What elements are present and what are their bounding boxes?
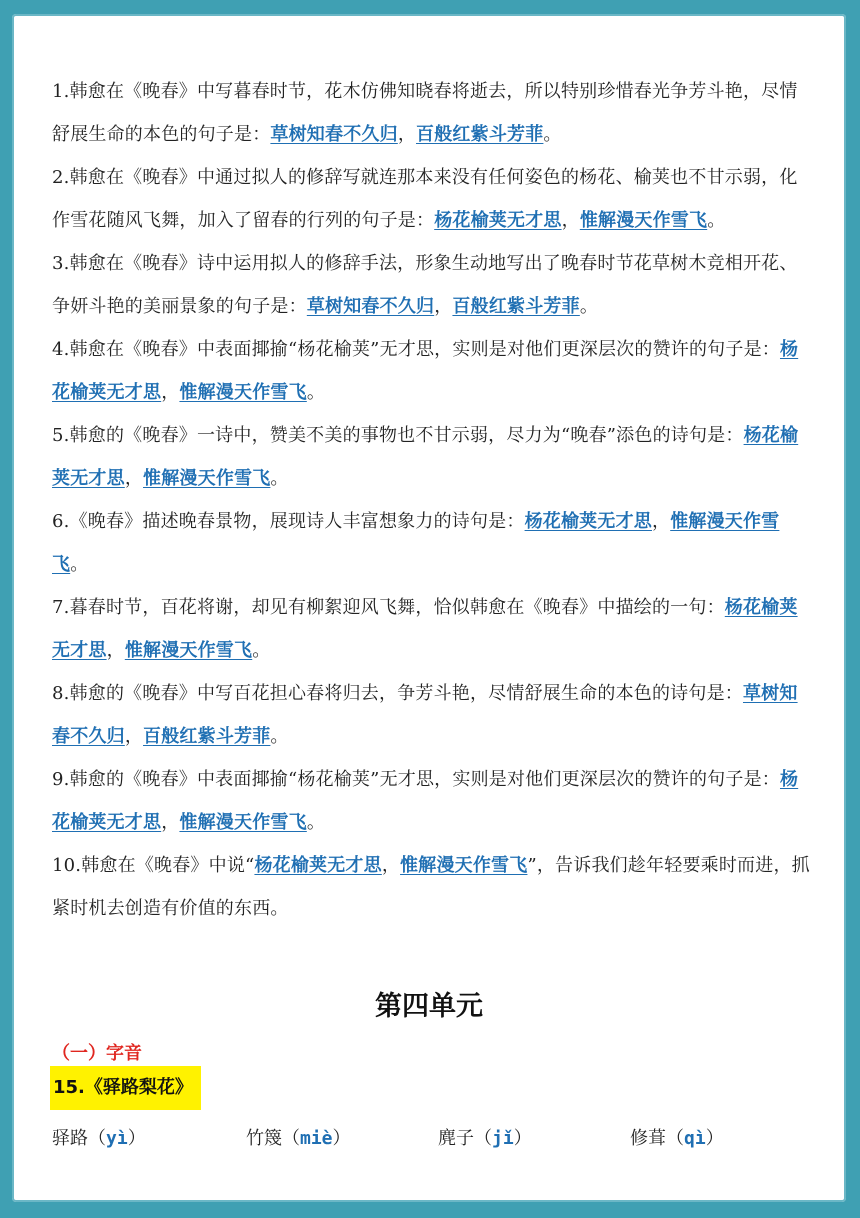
vocab-pinyin: miè	[300, 1128, 333, 1149]
question-text: 8.韩愈的《晚春》中写百花担心春将归去，争芳斗艳，尽情舒展生命的本色的诗句是：	[52, 683, 743, 704]
question-3	[52, 242, 812, 328]
answer-line-2: 惟解漫天作雪飞	[400, 855, 528, 876]
question-2	[52, 156, 812, 242]
answer-line-1: 杨花榆荚无才思	[52, 769, 799, 833]
paren-close: ）	[127, 1128, 146, 1149]
answer-line-1: 杨花榆荚无才思	[52, 425, 799, 489]
answer-line-1: 草树知春不久归	[270, 124, 398, 145]
question-text: 2.韩愈在《晚春》中通过拟人的修辞写就连那本来没有任何姿色的杨花、榆荚也不甘示弱，化作雪花随风飞舞，加入了留春的行列的句子是：	[52, 167, 798, 231]
vocab-word: 竹篾	[246, 1128, 282, 1149]
answer-line-1: 杨花榆荚无才思	[434, 210, 562, 231]
vocab-pinyin: jǐ	[492, 1128, 514, 1149]
question-suffix: 。	[270, 468, 289, 489]
vocab-word: 麂子	[438, 1128, 474, 1149]
answer-line-2: 惟解漫天作雪飞	[179, 382, 307, 403]
answer-line-1: 草树知春不久归	[306, 296, 435, 317]
vocab-item	[630, 1124, 724, 1150]
lesson-title: 15.《驿路梨花》	[50, 1066, 201, 1110]
question-text: 5.韩愈的《晚春》一诗中，赞美不美的事物也不甘示弱，尽力为“晚春”添色的诗句是：	[52, 425, 744, 446]
question-5	[52, 414, 812, 500]
answer-separator: ，	[434, 296, 453, 317]
vocab-item	[438, 1124, 532, 1150]
document-page	[12, 14, 846, 1202]
question-suffix: 。	[707, 210, 726, 231]
question-7	[52, 586, 812, 672]
answer-separator: ，	[124, 726, 144, 747]
answer-separator: ，	[161, 812, 180, 833]
question-10	[52, 844, 812, 930]
paren-open: （	[474, 1128, 492, 1149]
question-suffix: 。	[252, 640, 271, 661]
paren-close: ）	[513, 1128, 532, 1149]
vocab-item	[52, 1124, 146, 1150]
vocab-item	[246, 1124, 351, 1150]
question-suffix: ”，告诉我们趁年轻要乘时而进，抓紧时机去创造有价值的东西。	[52, 855, 810, 919]
question-9	[52, 758, 812, 844]
question-text: 7.暮春时节，百花将谢，却见有柳絮迎风飞舞，恰似韩愈在《晚春》中描绘的一句：	[52, 597, 725, 618]
answer-line-2: 百般红紫斗芳菲	[452, 296, 580, 317]
question-text: 1.韩愈在《晚春》中写暮春时节，花木仿佛知晓春将逝去，所以特别珍惜春光争芳斗艳，尽情舒展生命的本色的句子是：	[52, 81, 798, 145]
question-suffix: 。	[306, 812, 326, 833]
paren-open: （	[88, 1128, 106, 1149]
question-suffix: 。	[543, 124, 562, 145]
question-text: 10.韩愈在《晚春》中说“	[52, 855, 255, 876]
paren-close: ）	[332, 1128, 351, 1149]
question-text: 9.韩愈的《晚春》中表面揶揄“杨花榆荚”无才思，实则是对他们更深层次的赞许的句子是：	[52, 769, 780, 790]
vocab-pinyin: yì	[106, 1128, 128, 1149]
section-label: （一）字音	[52, 1043, 142, 1064]
answer-line-1: 杨花榆荚无才思	[52, 597, 798, 661]
question-suffix: 。	[579, 296, 599, 317]
question-text: 4.韩愈在《晚春》中表面揶揄“杨花榆荚”无才思，实则是对他们更深层次的赞许的句子是：	[52, 339, 780, 360]
question-6	[52, 500, 812, 586]
answer-line-2: 惟解漫天作雪飞	[579, 210, 708, 231]
question-8	[52, 672, 812, 758]
answer-separator: ，	[651, 511, 671, 532]
answer-line-1: 杨花榆荚无才思	[524, 511, 652, 532]
answer-line-1: 草树知春不久归	[52, 683, 798, 747]
answer-line-1: 杨花榆荚无才思	[52, 339, 799, 403]
vocab-word: 修葺	[630, 1128, 666, 1149]
answer-line-2: 百般红紫斗芳菲	[143, 726, 271, 747]
paren-open: （	[666, 1128, 684, 1149]
question-text: 6.《晚春》描述晚春景物，展现诗人丰富想象力的诗句是：	[52, 511, 525, 532]
question-suffix: 。	[70, 554, 89, 575]
question-suffix: 。	[306, 382, 326, 403]
paren-close: ）	[705, 1128, 724, 1149]
answer-separator: ，	[106, 640, 125, 661]
answer-line-2: 惟解漫天作雪飞	[52, 511, 780, 575]
answer-separator: ，	[561, 210, 580, 231]
question-text: 3.韩愈在《晚春》诗中运用拟人的修辞手法，形象生动地写出了晚春时节花草树木竞相开花、争妍斗艳的美丽景象的句子是：	[52, 253, 798, 317]
question-4	[52, 328, 812, 414]
vocab-pinyin: qì	[684, 1128, 706, 1149]
question-1	[52, 70, 812, 156]
question-suffix: 。	[270, 726, 289, 747]
paren-open: （	[282, 1128, 300, 1149]
answer-line-2: 百般红紫斗芳菲	[416, 124, 544, 145]
vocab-word: 驿路	[52, 1128, 88, 1149]
answer-line-2: 惟解漫天作雪飞	[124, 640, 253, 661]
answer-separator: ，	[381, 855, 401, 876]
answer-line-2: 惟解漫天作雪飞	[143, 468, 271, 489]
answer-separator: ，	[397, 124, 417, 145]
question-list	[52, 70, 812, 930]
answer-line-2: 惟解漫天作雪飞	[179, 812, 307, 833]
answer-separator: ，	[161, 382, 180, 403]
answer-line-1: 杨花榆荚无才思	[254, 855, 382, 876]
answer-separator: ，	[124, 468, 144, 489]
unit-title: 第四单元	[375, 991, 483, 1022]
